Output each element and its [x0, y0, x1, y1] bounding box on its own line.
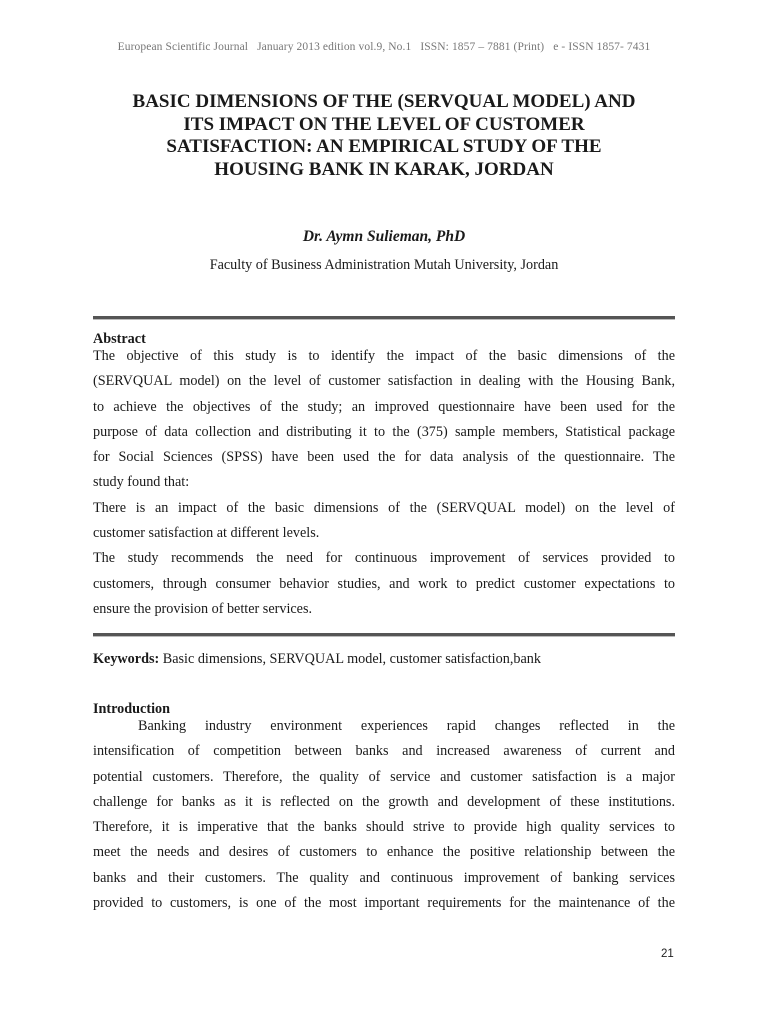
title-line: BASIC DIMENSIONS OF THE (SERVQUAL MODEL) AND [132, 91, 636, 112]
title-line: ITS IMPACT ON THE LEVEL OF CUSTOMER [183, 113, 585, 135]
title-line: HOUSING BANK IN KARAK, JORDAN [214, 158, 554, 180]
issn-print: ISSN: 1857 – 7881 (Print) [420, 41, 545, 53]
author-affiliation: Faculty of Business Administration Mutah University, Jordan [209, 257, 559, 273]
author-name: Dr. Aymn Sulieman, PhD [302, 228, 466, 245]
paper-title [80, 91, 688, 181]
abstract-body [93, 344, 675, 622]
abstract-line: The objective of this study is to identify the impact of the basic dimensions of the [93, 348, 675, 364]
abstract-heading: Abstract [93, 331, 146, 347]
keywords-text: Basic dimensions, SERVQUAL model, customer satisfaction,bank [162, 651, 541, 667]
issn-electronic: e - ISSN 1857- 7431 [553, 41, 651, 53]
introduction-line: meet the needs and desires of customers to enhance the positive relationship between the [93, 844, 675, 861]
journal-name: European Scientific Journal [117, 41, 249, 53]
abstract-line: (SERVQUAL model) on the level of customer satisfaction in dealing with the Housing Bank, [93, 373, 675, 390]
abstract-line: for Social Sciences (SPSS) have been used the for data analysis of the questionnaire. The [93, 449, 675, 466]
introduction-line: challenge for banks as it is reflected on the growth and development of these institutions. [93, 793, 675, 810]
introduction-line: provided to customers, is one of the most important requirements for the maintenance of the [93, 895, 675, 912]
abstract-line: ensure the provision of better services. [93, 600, 313, 617]
abstract-line: study found that: [93, 474, 190, 491]
introduction-line: intensification of competition between banks and increased awareness of current and [93, 743, 675, 760]
edition-info: January 2013 edition vol.9, No.1 [257, 41, 412, 53]
introduction-heading: Introduction [93, 701, 170, 717]
introduction-line: Banking industry environment experiences rapid changes reflected in the [138, 718, 675, 734]
page-number: 21 [661, 948, 674, 960]
introduction-line: potential customers. Therefore, the quality of service and customer satisfaction is a major [93, 768, 675, 785]
introduction-line: Therefore, it is imperative that the banks should strive to provide high quality services to [93, 819, 675, 836]
abstract-line: to achieve the objectives of the study; an improved questionnaire have been used for the [93, 398, 675, 415]
running-header [0, 41, 768, 53]
abstract-bottom-rule [93, 633, 675, 637]
abstract-line: The study recommends the need for continuous improvement of services provided to [93, 550, 675, 567]
abstract-line: purpose of data collection and distributing it to the (375) sample members, Statistical package [93, 423, 675, 440]
keywords [93, 651, 541, 668]
abstract-line: customer satisfaction at different levels. [93, 525, 320, 542]
introduction-body [93, 714, 675, 916]
keywords-label: Keywords: [93, 651, 160, 667]
abstract-line: There is an impact of the basic dimensions of the (SERVQUAL model) on the level of [93, 499, 675, 516]
title-line: SATISFACTION: AN EMPIRICAL STUDY OF THE [166, 136, 602, 157]
abstract-top-rule [93, 316, 675, 320]
introduction-line: banks and their customers. The quality and continuous improvement of banking services [93, 869, 675, 886]
abstract-line: customers, through consumer behavior studies, and work to predict customer expectations to [93, 575, 675, 592]
